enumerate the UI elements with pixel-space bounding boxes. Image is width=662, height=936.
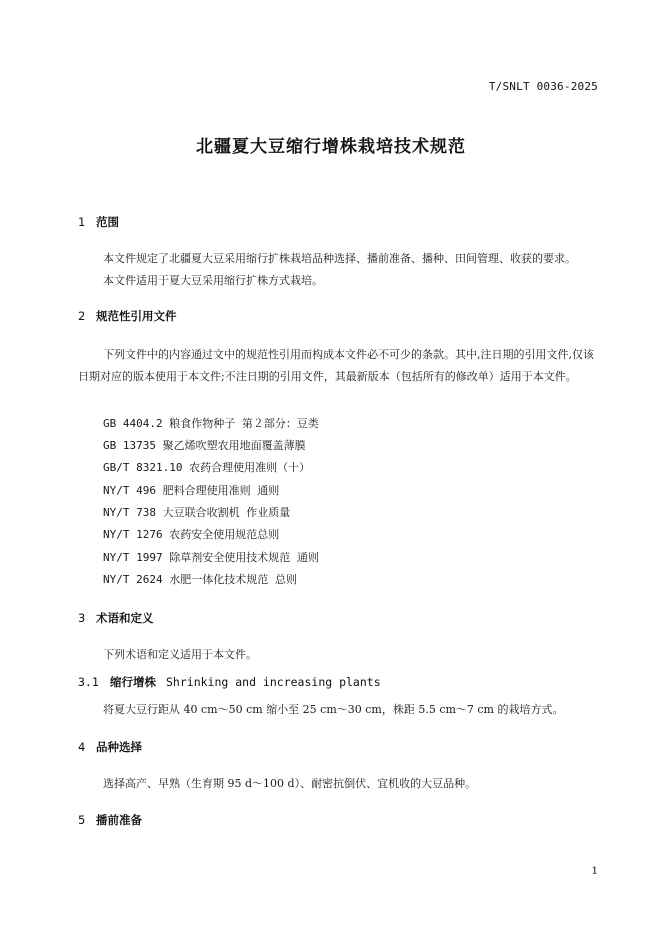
section-number: 4 bbox=[78, 740, 86, 754]
term-3-1-heading bbox=[78, 674, 381, 690]
term-number: 3.1 bbox=[78, 675, 99, 689]
section-1-paragraph-1: 本文件规定了北疆夏大豆采用缩行扩株栽培品种选择、播前准备、播种、田间管理、收获的要求。 bbox=[103, 252, 576, 265]
section-number: 3 bbox=[78, 611, 86, 625]
section-title: 品种选择 bbox=[96, 740, 142, 754]
reference-item: GB/T 8321.10 农药合理使用准则（十） bbox=[103, 461, 311, 474]
section-number: 1 bbox=[78, 215, 86, 229]
reference-item: NY/T 496 肥料合理使用准则 通则 bbox=[103, 484, 280, 497]
term-3-1-definition: 将夏大豆行距从 40 cm～50 cm 缩小至 25 cm～30 cm，株距 5.5 cm～7 cm 的栽培方式。 bbox=[103, 703, 564, 716]
section-number: 5 bbox=[78, 813, 86, 827]
section-3-heading bbox=[78, 610, 154, 626]
reference-item: NY/T 1276 农药安全使用规范总则 bbox=[103, 528, 280, 541]
section-title: 范围 bbox=[96, 215, 119, 229]
reference-item: NY/T 1997 除草剂安全使用技术规范 通则 bbox=[103, 551, 319, 564]
term-title: 缩行增株 bbox=[110, 675, 156, 689]
section-1-paragraph-2: 本文件适用于夏大豆采用缩行扩株方式栽培。 bbox=[103, 274, 323, 287]
section-3-intro: 下列术语和定义适用于本文件。 bbox=[103, 648, 257, 661]
section-2-intro: 下列文件中的内容通过文中的规范性引用而构成本文件必不可少的条款。其中,注日期的引用文件,仅该日期对应的版本使用于本文件;不注日期的引用文件，其最新版本（包括所有的修改单）适用于本文件。 bbox=[78, 348, 594, 383]
reference-item: GB 4404.2 粮食作物种子 第２部分：豆类 bbox=[103, 417, 319, 430]
term-english: Shrinking and increasing plants bbox=[166, 675, 381, 689]
section-5-heading bbox=[78, 812, 142, 828]
reference-item: NY/T 738 大豆联合收割机 作业质量 bbox=[103, 506, 291, 519]
section-1-heading bbox=[78, 214, 119, 230]
section-4-paragraph: 选择高产、早熟（生育期 95 d～100 d）、耐密抗倒伏、宜机收的大豆品种。 bbox=[103, 777, 477, 790]
section-title: 规范性引用文件 bbox=[96, 309, 177, 323]
page-title: 北疆夏大豆缩行增株栽培技术规范 bbox=[196, 137, 466, 157]
section-title: 播前准备 bbox=[96, 813, 142, 827]
section-4-heading bbox=[78, 739, 142, 755]
page-number: 1 bbox=[591, 866, 598, 877]
reference-item: NY/T 2624 水肥一体化技术规范 总则 bbox=[103, 573, 297, 586]
section-number: 2 bbox=[78, 309, 86, 323]
section-title: 术语和定义 bbox=[96, 611, 154, 625]
section-2-heading bbox=[78, 308, 177, 324]
reference-item: GB 13735 聚乙烯吹塑农用地面覆盖薄膜 bbox=[103, 439, 306, 452]
document-number: T/SNLT 0036-2025 bbox=[488, 80, 598, 93]
